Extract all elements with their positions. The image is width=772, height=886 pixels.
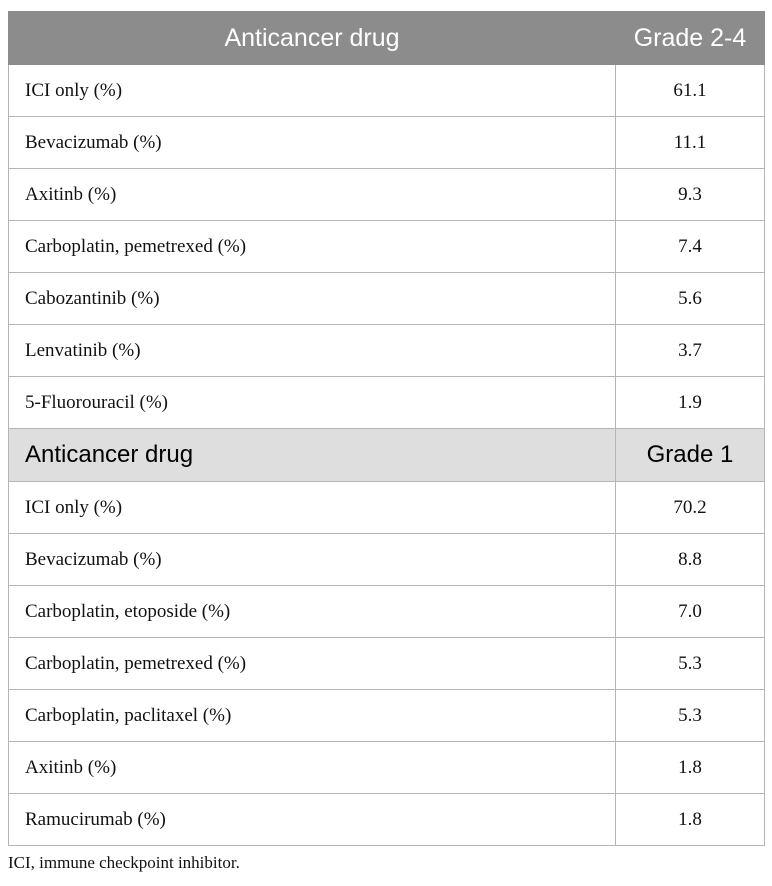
value-cell: 9.3	[616, 169, 765, 221]
value-cell: 5.3	[616, 638, 765, 690]
value-cell: 3.7	[616, 325, 765, 377]
drug-cell: ICI only (%)	[9, 65, 616, 117]
value-cell: 5.6	[616, 273, 765, 325]
drug-cell: Bevacizumab (%)	[9, 534, 616, 586]
table-row	[9, 742, 765, 794]
header-grade-label: Grade 2-4	[616, 12, 765, 65]
table-row	[9, 794, 765, 846]
drug-cell: ICI only (%)	[9, 482, 616, 534]
table-row	[9, 377, 765, 429]
drug-cell: Carboplatin, paclitaxel (%)	[9, 690, 616, 742]
table-row	[9, 690, 765, 742]
drug-cell: 5-Fluorouracil (%)	[9, 377, 616, 429]
subheader-drug-label: Anticancer drug	[9, 429, 616, 482]
drug-cell: Cabozantinib (%)	[9, 273, 616, 325]
value-cell: 1.9	[616, 377, 765, 429]
table-header-grade-2-4	[9, 12, 765, 65]
table-row	[9, 273, 765, 325]
drug-cell: Ramucirumab (%)	[9, 794, 616, 846]
table-row	[9, 169, 765, 221]
header-drug-label: Anticancer drug	[9, 12, 616, 65]
drug-cell: Axitinb (%)	[9, 169, 616, 221]
table-header-grade-1	[9, 429, 765, 482]
drug-cell: Bevacizumab (%)	[9, 117, 616, 169]
table-row	[9, 325, 765, 377]
value-cell: 8.8	[616, 534, 765, 586]
value-cell: 61.1	[616, 65, 765, 117]
table-row	[9, 482, 765, 534]
drug-cell: Lenvatinib (%)	[9, 325, 616, 377]
table-row	[9, 638, 765, 690]
subheader-grade-label: Grade 1	[616, 429, 765, 482]
table-footnote: ICI, immune checkpoint inhibitor.	[8, 853, 240, 872]
value-cell: 1.8	[616, 742, 765, 794]
table-row	[9, 586, 765, 638]
value-cell: 7.4	[616, 221, 765, 273]
value-cell: 5.3	[616, 690, 765, 742]
table-row	[9, 117, 765, 169]
value-cell: 7.0	[616, 586, 765, 638]
value-cell: 70.2	[616, 482, 765, 534]
value-cell: 1.8	[616, 794, 765, 846]
value-cell: 11.1	[616, 117, 765, 169]
drug-cell: Carboplatin, pemetrexed (%)	[9, 638, 616, 690]
drug-cell: Axitinb (%)	[9, 742, 616, 794]
table-row	[9, 65, 765, 117]
drug-cell: Carboplatin, etoposide (%)	[9, 586, 616, 638]
table-row	[9, 534, 765, 586]
drug-cell: Carboplatin, pemetrexed (%)	[9, 221, 616, 273]
table-row	[9, 221, 765, 273]
drug-grade-table	[8, 11, 765, 846]
